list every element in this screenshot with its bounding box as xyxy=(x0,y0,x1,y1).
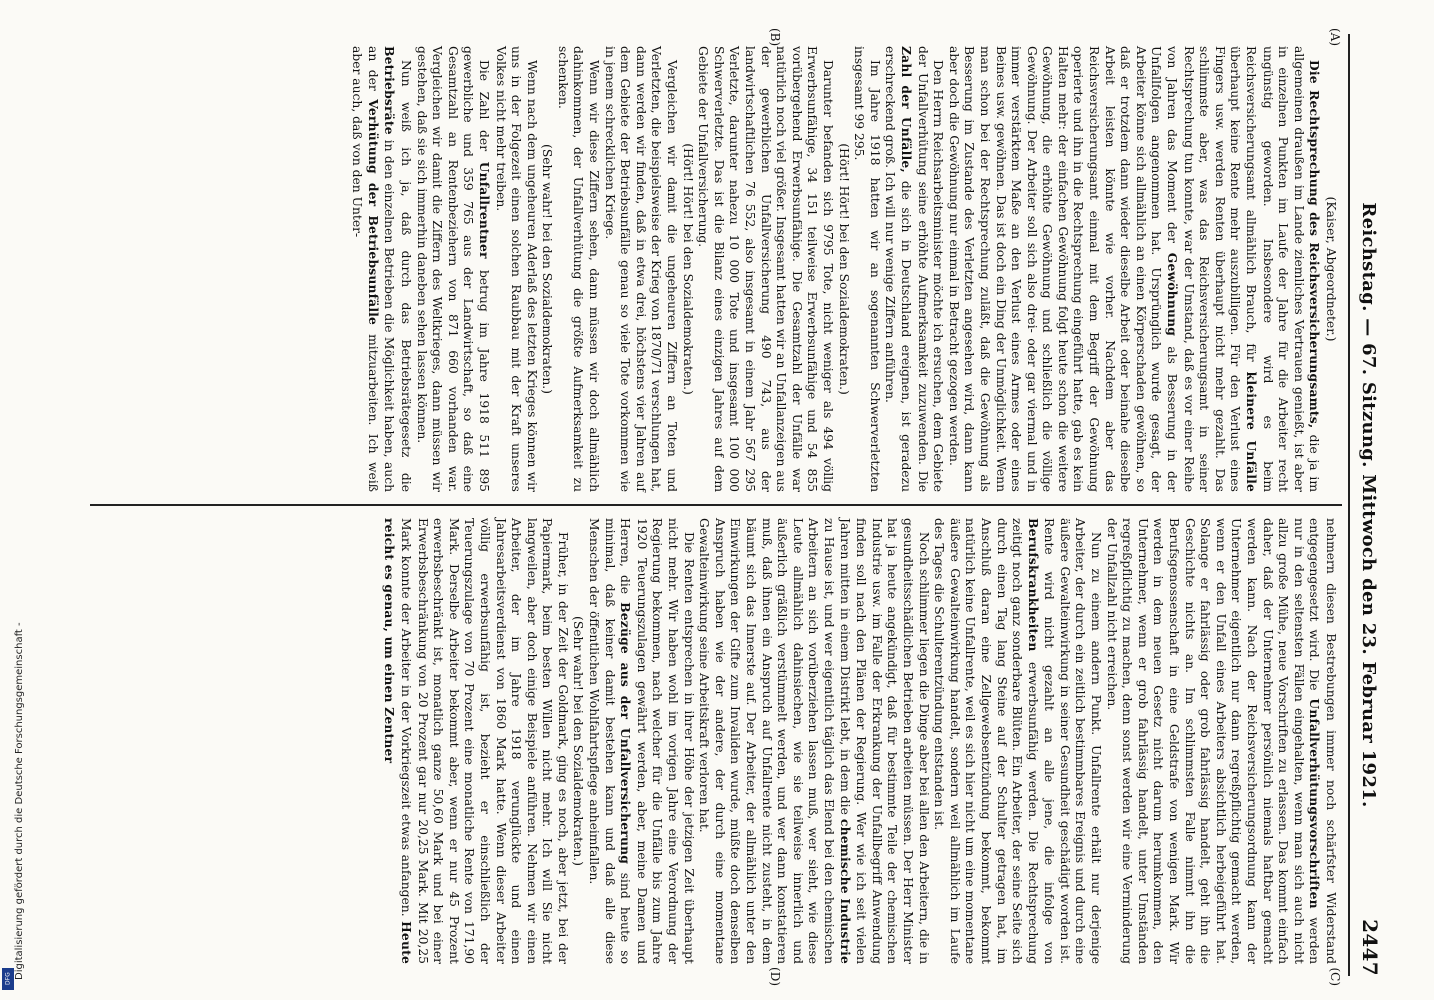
paragraph xyxy=(1103,518,1338,964)
body-text: mitzuarbeiten. Ich weiß aber auch, daß von den Unter- xyxy=(350,46,380,492)
body-text: betrug im Jahre 1918 511 895 gewerbliche und 359 765 aus der Landwirtschaft, so daß eine Gesamtzahl an Rentenbeziehern von 871 660 vorhanden war. Vergleichen wir damit die Ziffern des Weltkrieges, dann müssen wir gestehen, daß sie sich immerhin daneben sehen lassen können. xyxy=(414,46,491,492)
emphasis-text: kleinere Unfälle xyxy=(1244,371,1260,492)
emphasis-text: Bezüge aus der Unfallversicherung xyxy=(618,602,634,873)
body-text: als Besserung in der Unfallfolgen angenommen hat. Ursprünglich wurde gesagt, der Arbeiter könne sich allmählich an einen Körperschaden gewöhnen, so daß er trotzdem dann wieder dieselbe Arbeit oder beinahe dieselbe Arbeit leisten könnte wie vorher. Nachdem aber das Reichsversicherungsamt einmal mit dem Begriff der Gewöhnung operierte und ihn in die Rechtsprechung eingeführt hatte, gab es kein Halten mehr: der einfachen Gewöhnung folgt heute schon die weitere Gewöhnung, die erhöhte Gewöhnung und schließlich die völlige Gewöhnung. Der Arbeiter soll sich also drei- oder gar viermal und in immer verstärktem Maße an den Verlust eines Armes oder eines Beines usw. gewöhnen. Das ist doch ein Ding der Unmöglichkeit. Wenn man schon bei der Rechtsprechung zuläßt, daß die Gewöhnung als Besserung im Zustande des Verletzten angesehen wird, dann kann aber doch die Gewöhnung nur einmal in Betracht gezogen werden. xyxy=(946,46,1180,493)
emphasis-text: Die Rechtsprechung des Reichsversicherungsamts, xyxy=(1307,60,1323,435)
body-text: werden nur in den seltensten Fällen eingehalten, wenn man sich auch nicht allzu große Mühe, neue Vorschriften zu erlassen. Das kommt einfach daher, daß der Unternehmer persönlich niemals haftbar gemacht werden kann. Nach der Reichsversicherungsordnung kann der Unternehmer eigentlich nur dann regreßpflichtig gemacht werden, wenn er den Unfall eines Arbeiters absichtlich herbeigeführt hat. Solange er fahrlässig oder grob fahrlässig handelt, geht ihn die Geschichte nichts an. Im schlimmsten Falle nimmt ihn die Berufsgenossenschaft in eine Geldstrafe von wenigen Mark. Wir werden in dem neuen Gesetz nicht darum herumkommen, den Unternehmer, wenn er grob fahrlässig handelt, unter Umständen regreßpflichtig zu machen, denn sonst werden wir eine Verminderung der Unfallzahl nicht erreichen. xyxy=(1104,518,1322,964)
digitization-credit xyxy=(0,0,25,1000)
body-text: Den Herrn Reichsarbeitsminister möchte ich ersuchen, dem Gebiete der Unfallverhütung seine erhöhte Aufmerksamkeit zuzuwenden. Die xyxy=(915,46,946,492)
interjection: (Sehr wahr! bei den Sozialdemokraten.) xyxy=(571,616,586,866)
interjection: (Hört! Hört! bei den Sozialdemokraten.) xyxy=(836,143,851,395)
margin-marker-d: (D) xyxy=(768,967,782,986)
body-text: in den einzelnen Betrieben die Möglichkeit haben, auch an der xyxy=(365,46,397,492)
paragraph xyxy=(945,46,1322,492)
paragraph xyxy=(882,46,945,492)
emphasis-text: chemische Industrie xyxy=(837,818,853,965)
margin-marker-a: (A) xyxy=(1328,28,1342,47)
margin-marker-b: (B) xyxy=(768,28,782,47)
emphasis-text: Verhütung der Betriebsunfälle xyxy=(365,99,381,335)
paragraph xyxy=(931,518,1104,964)
paragraph xyxy=(381,518,570,964)
body-text: Die Zahl der xyxy=(476,60,491,162)
body-text: erwerbsunfähig werden. Die Rechtsprechung zeitigt noch ganz sonderbare Blüten. Ein Arbeiter, der seine Seite sich durch einen Tag lang Steine auf der Schulter getragen hat, im Anschluß daran eine Zellgewebsentzündung bekommt, bekommt natürlich keine Unfallrente, weil es sich hier nicht um eine momentane äußere Gewalteinwirkung handelt, sondern weil allmählich im Laufe des Tages die Schulterentzündung entstanden ist. xyxy=(932,518,1040,964)
body-text: sind heute so minimal, daß keiner damit bestehen kann und daß alle diese Menschen der öffentlichen Wohlfahrtspflege anheimfallen. xyxy=(587,518,633,965)
paragraph xyxy=(413,46,492,492)
body-text: überhaupt keine Rente mehr auszubilligen. Für den Verlust eines Fingers usw. werden Renten überhaupt nicht mehr gezahlt. Das schlimmste aber, was das Reichsversicherungsamt in seiner Rechtsprechung tun konnte, war der Umstand, daß es vor einer Reihe von Jahren das Moment der xyxy=(1165,46,1243,492)
emphasis-text: Unfallverhütungsvorschriften xyxy=(1307,698,1323,918)
paragraph xyxy=(349,46,413,492)
paragraph xyxy=(851,46,882,492)
body-text: Früher, in der Zeit der Goldmark, ging es noch, aber jetzt, bei der Papiermark, beim besten Willen nicht mehr. Ich will Sie nicht langweilen, aber doch einige Beispiele anführen. Nehmen wir einen Arbeiter, der im Jahre 1918 verunglückte und einen Jahresarbeitsverdienst von 1860 Mark hatte. Wenn dieser Arbeiter völlig erwerbsunfähig ist, bezieht er einschließlich der Teuerungszulage von 70 Prozent eine monatliche Rente von 171,90 Mark. Derselbe Arbeiter bekommt aber, wenn er nur 45 Prozent erwerbsbeschränkt ist, monatlich ganze 50,60 Mark und bei einer Erwerbsbeschränkung von 20 Prozent gar nur 20,25 Mark. Mit 20,25 Mark konnte der Arbeiter in der Vorkriegszeit etwas anfangen. xyxy=(398,518,570,964)
body-text: Nun weiß ich ja, daß durch das Betriebsrätegesetz die xyxy=(398,60,413,492)
margin-marker-c: (C) xyxy=(1328,967,1342,986)
body-text: Vergleichen wir damit die ungeheuren Ziffern an Toten und Verletzten, die beispielsweise der Krieg von 1870/71 verschlungen hat, dann werden wir finden, daß in etwa drei, höchstens vier Jahren auf dem Gebiete der Betriebsunfälle genau so viele Tote vorkommen wie in jenem schrecklichen Kriege. xyxy=(602,46,680,492)
emphasis-text: Berufskrankheiten xyxy=(1025,518,1041,663)
body-text: Nun zu einem andern Punkt. Unfallrente erhält nur derjenige Arbeiter, der durch ein zeitlich bestimmbares Ereignis und durch eine äußere Gewalteinwirkung in seiner Gesundheit geschädigt worden ist. Rente wird nicht gezahlt an alle jene, die infolge von xyxy=(1042,518,1104,964)
body-text: Im Jahre 1918 hatten wir an sogenannten Schwerverletzten insgesamt 99 295. xyxy=(852,46,882,492)
page-header xyxy=(1348,34,1382,976)
speaker-label: (Kaiser, Abgeordneter.) xyxy=(1324,196,1338,342)
emphasis-text: Unfallrentner xyxy=(476,161,492,270)
left-column xyxy=(90,34,1342,504)
body-text: Wenn wir diese Ziffern sehen, dann müssen wir doch allmählich dahinkommen, der Unfallverhütung die größte Aufmerksamkeit zu schenken. xyxy=(555,46,602,492)
page-number: 2447 xyxy=(1358,919,1382,976)
emphasis-text: Zahl der Unfälle, xyxy=(898,46,914,181)
body-text: Die Renten entsprechen in ihrer Höhe der jetzigen Zeit überhaupt nicht mehr. Wir haben wohl im vorigen Jahre eine Verordnung der Regierung bekommen, nach welcher für die Unfälle bis zum Jahre 1920 Teuerungszulagen gewährt werden, aber, meine Damen und Herren, die xyxy=(618,518,696,964)
body-text: nehmern diesen Bestrebungen immer noch schärfster Widerstand entgegengesetzt wird. Die xyxy=(1307,518,1338,964)
paragraph xyxy=(696,518,931,964)
body-text: die sich in Deutschland ereignen, ist geradezu erschreckend groß. Ich will nur wenige Ziffern anführen. xyxy=(883,46,913,492)
paragraph xyxy=(586,518,696,964)
rotated-page-content xyxy=(82,28,1382,986)
body-text: zu Hause ist, und wer eigentlich täglich das Elend bei den chemischen Arbeitern an sich vorüberziehen lassen muß, wer sieht, wie diese Leute allmählich dahinsiechen, wie sie teilweise innerlich und äußerlich gräßlich verstümmelt werden, und wer dann konstatieren muß, daß ihnen ein Anspruch auf Unfallrente nicht zusteht, in dem bäumt sich das Innerste auf. Der Arbeiter, der allmählich unter den Einwirkungen der Gifte zum Invaliden wurde, müßte doch denselben Anspruch haben wie der andere, der durch eine momentane Gewalteinwirkung seine Arbeitskraft verloren hat. xyxy=(697,518,836,964)
body-text: Wenn nach dem ungeheuren Aderlaß des letzten Krieges können wir uns in der Folgezeit einen solchen Raubbau mit der Kraft unseres Volkes nicht mehr treiben. xyxy=(493,46,539,492)
interjection: (Hört! Hört! bei den Sozialdemokraten.) xyxy=(680,143,695,395)
emphasis-text: Gewöhnung xyxy=(1165,252,1181,347)
paragraph xyxy=(554,46,601,492)
credit-text: Digitalisierung gefördert durch die Deutsche Forschungsgemeinschaft - xyxy=(14,622,25,980)
right-column xyxy=(90,506,1342,976)
body-text: Noch schlimmer liegen die Dinge aber bei allen den Arbeitern, die in gesundheitsschädlichen Betrieben arbeiten müssen. Der Herr Minister hat ja heute angekündigt, daß für bestimmte Teile der chemischen Industrie usw. im Falle der Erkrankung der Unfallbegriff Anwendung finden soll nach den Plänen der Regierung. Wer wie ich seit vielen Jahren mitten in einem Distrikt lebt, in dem die xyxy=(837,518,931,964)
paragraph xyxy=(695,46,835,492)
paragraph xyxy=(601,46,679,492)
dfg-logo: DFG xyxy=(2,968,14,990)
body-text: die ja im allgemeinen draußen im Lande ziemliches Vertrauen genießt, ist aber in einzelnen Punkten im Laufe der Jahre für die Arbeiter recht ungünstig geworden. Insbesondere wird es beim Reichsversicherungsamt allmählich Brauch, für xyxy=(1244,46,1322,492)
emphasis-text: Betriebsräte xyxy=(382,46,398,140)
text-columns xyxy=(90,34,1342,976)
body-text: Darunter befanden sich 9795 Tote, nicht weniger als 494 völlig Erwerbsunfähige, 34 151 teilweise Erwerbsunfähige und 54 855 vorübergehend Erwerbsunfähige. Die Gesamtzahl der Unfälle war natürlich noch viel größer. Insgesamt hatten wir an Unfallanzeigen aus der gewerblichen Unfallversicherung 490 743, aus der landwirtschaftlichen 76 552, also insgesamt in einem Jahr 567 295 Verletzte, darunter nahezu 10 000 Tote und insgesamt 100 000 Schwerverletzte. Das ist die Bilanz eines einzigen Jahres auf dem Gebiete der Unfallversicherung. xyxy=(696,46,835,492)
emphasis-text: Heute reicht es genau, um einen Zentner xyxy=(382,518,414,964)
page-title: Reichstag. — 67. Sitzung. Mittwoch den 23. Februar 1921. xyxy=(1358,202,1379,808)
paragraph xyxy=(492,46,539,492)
interjection: (Sehr wahr! bei den Sozialdemokraten.) xyxy=(540,144,555,394)
